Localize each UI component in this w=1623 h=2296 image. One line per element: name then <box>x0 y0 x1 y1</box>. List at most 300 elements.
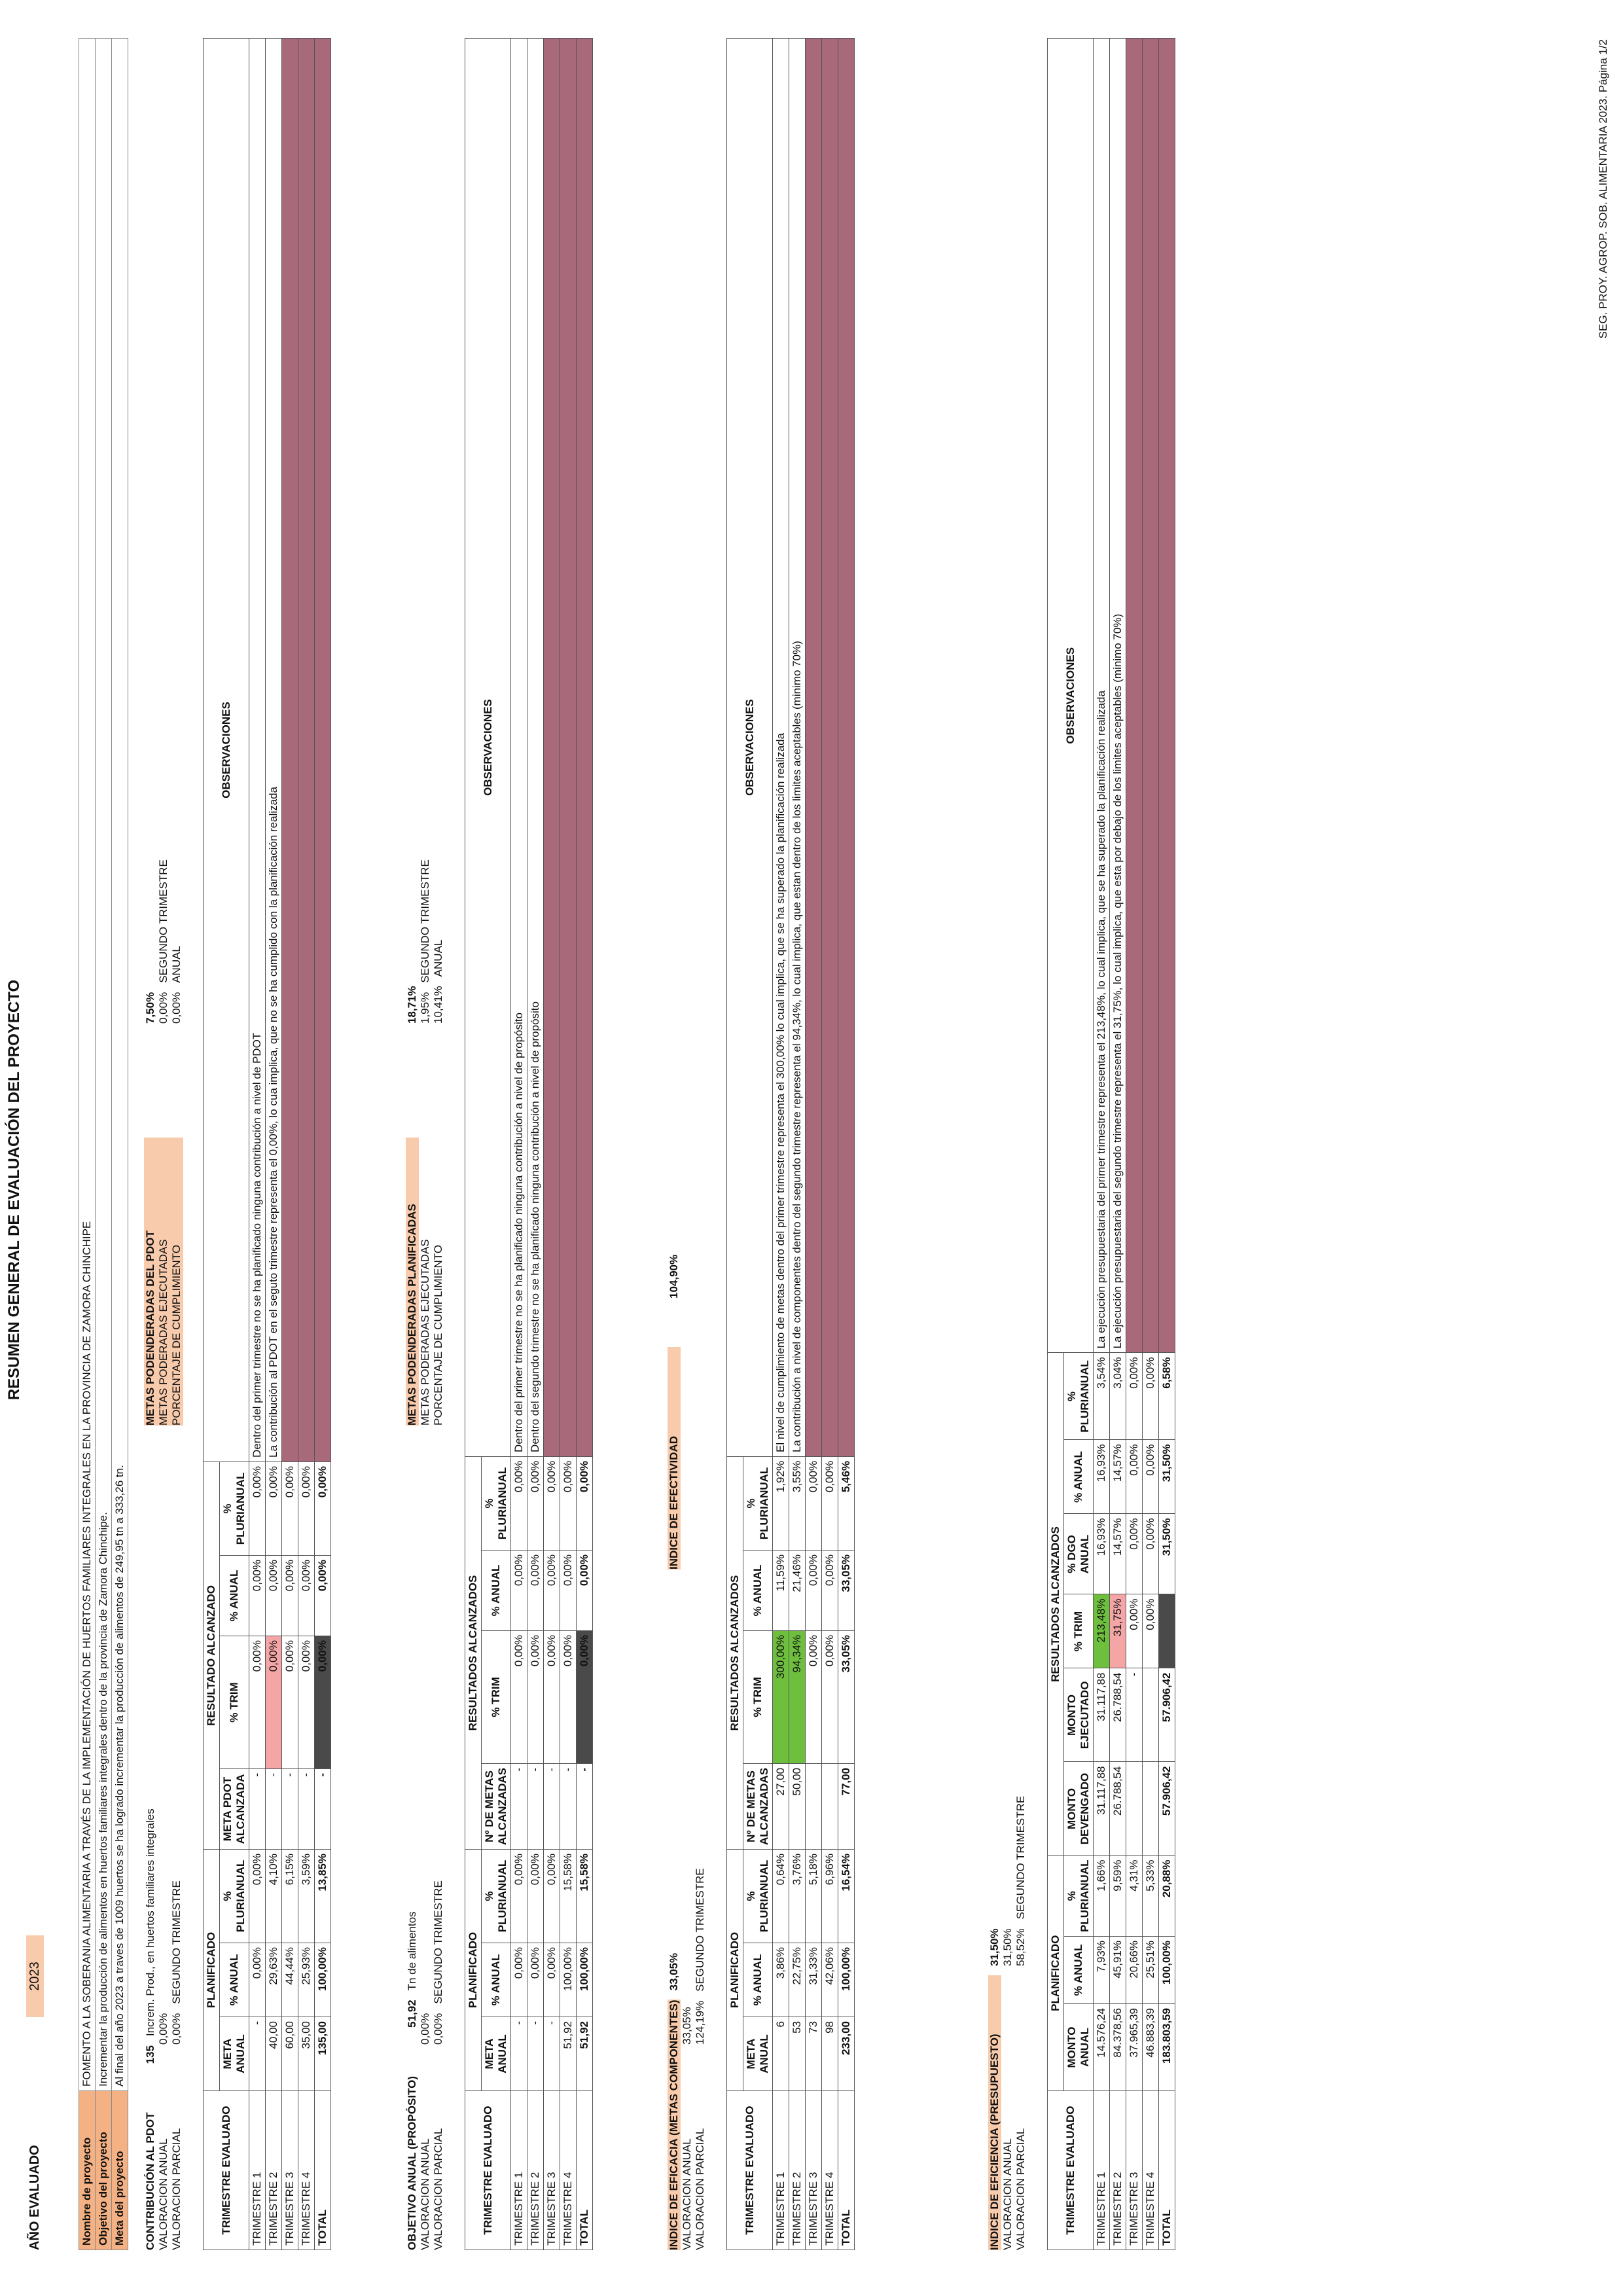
s2-r4-c3: 100,00% <box>560 1943 577 2017</box>
s4-r5-c8: 31,50% <box>1159 1514 1175 1594</box>
s1-r5-c5: - <box>315 1769 331 1850</box>
s2-r2-c7: 0,00% <box>527 1550 544 1630</box>
s3-col-plur: % PLURIANUAL <box>743 1850 773 1943</box>
s4-r3-c1: TRIMESTRE 3 <box>1126 2091 1143 2250</box>
s1-r2-c6: 0,00% <box>266 1636 282 1769</box>
table-row <box>1159 39 1175 2250</box>
s4-r3-c7: 0,00% <box>1126 1594 1143 1668</box>
s4-r4-c6 <box>1143 1668 1159 1762</box>
s2-col-anual-r: % ANUAL <box>482 1550 511 1630</box>
s2-r2-c1: TRIMESTRE 2 <box>527 2091 544 2250</box>
s4-r1-c2: 14.576,24 <box>1094 2004 1110 2091</box>
table-row <box>1126 39 1143 2250</box>
s4-r3-c2: 37.965,39 <box>1126 2004 1143 2091</box>
s4-r4-c9: 0,00% <box>1143 1440 1159 1514</box>
s3-head-value: 33,05% <box>668 1952 680 1991</box>
s2-col-obs: OBSERVACIONES <box>465 39 511 1457</box>
s2-r5-c8: 0,00% <box>577 1456 593 1550</box>
s3-val-parcial-value: 124,19% <box>694 2000 706 2045</box>
s4-r1-c11: La ejecución presupuestaria del primer trimestre representa el 213,48%, lo cual implica, que se ha superado la planificación realizada <box>1094 39 1110 1354</box>
s3-col-anual: % ANUAL <box>743 1943 773 2017</box>
s4-r2-c10: 3,04% <box>1110 1353 1126 1440</box>
s3-r2-c3: 22,75% <box>789 1943 806 2017</box>
s4-head-label: INDICE DE EFICIENCIA (PRESUPUESTO) <box>988 1975 1001 2250</box>
table-row <box>822 39 838 2250</box>
s4-r2-c6: 26.788,54 <box>1110 1668 1126 1762</box>
s1-r1-c1: TRIMESTRE 1 <box>249 2091 266 2250</box>
s3-r2-c8: 3,55% <box>789 1456 806 1550</box>
s3-r1-c9: El nivel de cumplimiento de metas dentro del primer trimestre representa el 300,00% lo cual implica, que se ha superado la planificación realizada <box>773 39 789 1457</box>
s1-r2-c9: La contribución al PDOT en el seguto trimestre representa el 0,00%, lo cua implica, que no se ha cumplido con la planificación realizada <box>266 39 282 1462</box>
s3-col-trim-pct: % TRIM <box>743 1630 773 1763</box>
s2-col-plur: % PLURIANUAL <box>482 1850 511 1943</box>
s2-cumpl-extra: ANUAL <box>432 939 444 977</box>
s3-r1-c2: 6 <box>773 2017 789 2091</box>
s2-r4-c5: - <box>560 1763 577 1849</box>
s1-head-label: CONTRIBUCIÓN AL PDOT <box>144 2112 156 2250</box>
s1-val-parcial-label: VALORACION PARCIAL <box>170 2128 183 2250</box>
s3-r4-c2: 98 <box>822 2017 838 2091</box>
table-row <box>315 39 331 2250</box>
s3-r4-c8: 0,00% <box>822 1456 838 1550</box>
project-objective-value: Incrementar la producción de alimentos en huertos familiares integrales dentro de la provincia de Zamora Chinchipe. <box>96 39 112 2091</box>
s2-r2-c6: 0,00% <box>527 1630 544 1763</box>
table-row <box>1143 39 1159 2250</box>
s1-cumpl-label: PORCENTAJE DE CUMPLIMIENTO <box>170 1138 183 1426</box>
s4-r4-c8: 0,00% <box>1143 1514 1159 1594</box>
s2-r4-c4: 15,58% <box>560 1850 577 1943</box>
s2-r5-c6: 0,00% <box>577 1630 593 1763</box>
s1-r2-c7: 0,00% <box>266 1556 282 1636</box>
s3-r1-c3: 3,86% <box>773 1943 789 2017</box>
s1-r3-c4: 6,15% <box>282 1850 298 1943</box>
s3-r5-c9 <box>838 39 855 1457</box>
s4-group-result: RESULTADOS ALCANZADOS <box>1048 1353 1064 1856</box>
s4-r5-c11 <box>1159 39 1175 1354</box>
s1-r1-c5: - <box>249 1769 266 1850</box>
s2-val-anual-label: VALORACION ANUAL <box>419 2138 431 2250</box>
s1-col-anual: % ANUAL <box>220 1943 249 2017</box>
s3-r3-c9 <box>806 39 822 1457</box>
s3-col-meta: META ANUAL <box>743 2017 773 2091</box>
s2-r5-c3: 100,00% <box>577 1943 593 2017</box>
s3-r4-c9 <box>822 39 838 1457</box>
s2-group-result: RESULTADOS ALCANZADOS <box>465 1456 482 1849</box>
s2-val-parcial-value: 0,00% <box>432 2013 444 2045</box>
s2-r3-c1: TRIMESTRE 3 <box>544 2091 560 2250</box>
s2-col-trim-pct: % TRIM <box>482 1630 511 1763</box>
s4-r5-c3: 100,00% <box>1159 1937 1175 2004</box>
s4-r4-c2: 46.883,39 <box>1143 2004 1159 2091</box>
s2-r4-c9 <box>560 39 577 1457</box>
s4-r3-c3: 20,66% <box>1126 1937 1143 2004</box>
s4-col-obs: OBSERVACIONES <box>1048 39 1094 1354</box>
s3-r5-c3: 100,00% <box>838 1943 855 2017</box>
s2-head-label: OBJETIVO ANUAL (PROPÓSITO) <box>406 2075 418 2250</box>
s4-r3-c11 <box>1126 39 1143 1354</box>
s2-r3-c9 <box>544 39 560 1457</box>
s2-val-parcial-label: VALORACION PARCIAL <box>432 2128 444 2250</box>
s3-head-label: INDICE DE EFICACIA (METAS COMPONENTES) <box>668 2000 680 2250</box>
s4-val-anual-label: VALORACION ANUAL <box>1001 2138 1014 2250</box>
s4-r4-c11 <box>1143 39 1159 1354</box>
table-row <box>544 39 560 2250</box>
s2-r5-c1: TOTAL <box>577 2091 593 2250</box>
s2-group-planned: PLANIFICADO <box>465 1850 482 2091</box>
s2-col-anual: % ANUAL <box>482 1943 511 2017</box>
s3-col-trim: TRIMESTRE EVALUADO <box>727 2091 773 2250</box>
table-row <box>789 39 806 2250</box>
s3-val-parcial-label: VALORACION PARCIAL <box>694 2128 706 2250</box>
s4-r2-c4: 9,59% <box>1110 1856 1126 1937</box>
s2-r1-c4: 0,00% <box>511 1850 527 1943</box>
s3-r5-c7: 33,05% <box>838 1550 855 1630</box>
s2-col-trim: TRIMESTRE EVALUADO <box>465 2091 511 2250</box>
s1-r4-c5: - <box>298 1769 315 1850</box>
s1-r3-c3: 44,44% <box>282 1943 298 2017</box>
s4-r5-c9: 31,50% <box>1159 1440 1175 1514</box>
year-value: 2023 <box>26 1935 44 2017</box>
s3-r5-c4: 16,54% <box>838 1850 855 1943</box>
s4-col-anual: % ANUAL <box>1064 1937 1094 2004</box>
s1-r4-c2: 35,00 <box>298 2017 315 2091</box>
s1-cumpl-value: 0,00% <box>170 992 183 1024</box>
s1-r5-c7: 0,00% <box>315 1556 331 1636</box>
s3-r1-c7: 11,59% <box>773 1550 789 1630</box>
s1-r2-c8: 0,00% <box>266 1462 282 1556</box>
s4-col-deveng: MONTO DEVENGADO <box>1064 1762 1094 1856</box>
s4-r2-c11: La ejecución presupuestaria del segundo trimestre representa el 31,75%, lo cual implica, que esta por debajo de los limites aceptables (minimo 70%) <box>1110 39 1126 1354</box>
s4-head-value: 31,50% <box>988 1928 1001 1966</box>
s3-group-result: RESULTADOS ALCANZADOS <box>727 1456 743 1849</box>
table-row <box>1094 39 1110 2250</box>
s3-r1-c5: 27,00 <box>773 1763 789 1849</box>
s1-head-unit: Increm. Prod., en huertos familiares integrales <box>144 1808 156 2037</box>
s3-r2-c6: 94,34% <box>789 1630 806 1763</box>
s1-r3-c5: - <box>282 1769 298 1850</box>
s3-table <box>726 38 855 2250</box>
s4-r3-c4: 4,31% <box>1126 1856 1143 1937</box>
s4-r1-c7: 213,48% <box>1094 1594 1110 1668</box>
s2-r4-c2: 51,92 <box>560 2017 577 2091</box>
s2-r3-c6: 0,00% <box>544 1630 560 1763</box>
s2-val-anual-value: 0,00% <box>419 2013 431 2045</box>
s2-col-meta: META ANUAL <box>482 2017 511 2091</box>
s1-r4-c9 <box>298 39 315 1462</box>
s2-r5-c2: 51,92 <box>577 2017 593 2091</box>
s4-val-anual-value: 31,50% <box>1001 1928 1014 1966</box>
s1-r3-c6: 0,00% <box>282 1636 298 1769</box>
s1-r5-c6: 0,00% <box>315 1636 331 1769</box>
s2-r5-c4: 15,58% <box>577 1850 593 1943</box>
efectividad-value: 104,90% <box>668 1254 680 1299</box>
s3-r2-c2: 53 <box>789 2017 806 2091</box>
page-title: RESUMEN GENERAL DE EVALUACIÓN DEL PROYECTO <box>5 979 23 1401</box>
s1-table <box>203 38 331 2250</box>
s1-r3-c1: TRIMESTRE 3 <box>282 2091 298 2250</box>
s1-r1-c3: 0,00% <box>249 1943 266 2017</box>
s4-r4-c1: TRIMESTRE 4 <box>1143 2091 1159 2250</box>
s3-r2-c1: TRIMESTRE 2 <box>789 2091 806 2250</box>
s3-r2-c5: 50,00 <box>789 1763 806 1849</box>
s4-r1-c6: 31.117,88 <box>1094 1668 1110 1762</box>
s2-r1-c5: - <box>511 1763 527 1849</box>
s1-r4-c1: TRIMESTRE 4 <box>298 2091 315 2250</box>
s4-r4-c3: 25,51% <box>1143 1937 1159 2004</box>
s4-r5-c4: 20,88% <box>1159 1856 1175 1937</box>
s1-col-plur-r: % PLURIANUAL <box>220 1462 249 1556</box>
s3-r3-c3: 31,33% <box>806 1943 822 2017</box>
s1-r3-c7: 0,00% <box>282 1556 298 1636</box>
project-goal-label: Meta del proyecto <box>112 2091 128 2250</box>
s2-r5-c9 <box>577 39 593 1457</box>
s1-group-planned: PLANIFICADO <box>204 1850 220 2091</box>
s2-head-unit: Tn de alimentos <box>406 1911 418 1991</box>
s2-r1-c6: 0,00% <box>511 1630 527 1763</box>
s1-r5-c1: TOTAL <box>315 2091 331 2250</box>
s2-cumpl-value: 10,41% <box>432 986 444 1024</box>
s2-r5-c5: - <box>577 1763 593 1849</box>
s1-r3-c9 <box>282 39 298 1462</box>
s3-r3-c5 <box>806 1763 822 1849</box>
table-row <box>806 39 822 2250</box>
s2-r4-c8: 0,00% <box>560 1456 577 1550</box>
s2-r2-c9: Dentro del segundo trimestre no se ha planificado ninguna contribución a nivel de propósito <box>527 39 544 1457</box>
s4-val-parcial-value: 58,52% <box>1014 1928 1027 1966</box>
s4-r2-c2: 84.378,56 <box>1110 2004 1126 2091</box>
s3-r4-c6: 0,00% <box>822 1630 838 1763</box>
s1-group-result: RESULTADO ALCANZADO <box>204 1462 220 1850</box>
s4-col-anual-r: % ANUAL <box>1064 1440 1094 1514</box>
table-row <box>282 39 298 2250</box>
s3-r4-c1: TRIMESTRE 4 <box>822 2091 838 2250</box>
s4-r3-c9: 0,00% <box>1126 1440 1143 1514</box>
s1-cumpl-extra: ANUAL <box>170 946 183 983</box>
year-label: AÑO EVALUADO <box>27 2145 42 2250</box>
s2-col-plur-r: % PLURIANUAL <box>482 1456 511 1550</box>
s1-r1-c7: 0,00% <box>249 1556 266 1636</box>
s1-col-obs: OBSERVACIONES <box>204 39 249 1462</box>
s4-r3-c8: 0,00% <box>1126 1514 1143 1594</box>
table-row <box>249 39 266 2250</box>
project-objective-label: Objetivo del proyecto <box>96 2091 112 2250</box>
s2-r1-c8: 0,00% <box>511 1456 527 1550</box>
s1-ejec-extra: SEGUNDO TRIMESTRE <box>157 859 169 983</box>
s2-r2-c2: - <box>527 2017 544 2091</box>
s2-right-label: METAS PODENDERADAS PLANIFICADAS <box>406 1138 419 1426</box>
s1-ejec-label: METAS PODERADAS EJECUTADAS <box>157 1138 170 1426</box>
s4-r2-c9: 14,57% <box>1110 1440 1126 1514</box>
project-name-value: FOMENTO A LA SOBERANIA ALIMENTARIA A TRAVÉS DE LA IMPLEMENTACIÓN DE HUERTOS FAMILIARES INTEGRALES EN LA PROVINCIA DE ZAMORA CHINCHIPE <box>79 39 96 2091</box>
s2-r3-c3: 0,00% <box>544 1943 560 2017</box>
s3-r1-c6: 300,00% <box>773 1630 789 1763</box>
table-row <box>560 39 577 2250</box>
s4-r4-c7: 0,00% <box>1143 1594 1159 1668</box>
s4-r1-c9: 16,93% <box>1094 1440 1110 1514</box>
s4-val-parcial-label: VALORACION PARCIAL <box>1014 2128 1027 2250</box>
s2-r2-c4: 0,00% <box>527 1850 544 1943</box>
s2-cumpl-label: PORCENTAJE DE CUMPLIMIENTO <box>432 1244 444 1426</box>
s2-r3-c5: - <box>544 1763 560 1849</box>
s4-val-parcial-extra: SEGUNDO TRIMESTRE <box>1014 1795 1027 1920</box>
s4-col-ejec: MONTO EJECUTADO <box>1064 1668 1094 1762</box>
s4-r3-c5 <box>1126 1762 1143 1856</box>
s4-r3-c6: - <box>1126 1668 1143 1762</box>
s4-table <box>1047 38 1175 2250</box>
s1-r5-c8: 0,00% <box>315 1462 331 1556</box>
table-row <box>838 39 855 2250</box>
s3-r2-c4: 3,76% <box>789 1850 806 1943</box>
project-goal-value: Al final del año 2023 a traves de 1009 huertos se ha logrado incrementar la producción de alimentos de 249,95 tn a 333,26 tn. <box>112 39 128 2091</box>
s2-r3-c7: 0,00% <box>544 1550 560 1630</box>
s3-r1-c8: 1,92% <box>773 1456 789 1550</box>
s3-r5-c6: 33,05% <box>838 1630 855 1763</box>
s2-r3-c4: 0,00% <box>544 1850 560 1943</box>
s3-r5-c8: 5,46% <box>838 1456 855 1550</box>
s2-ejec-value: 1,95% <box>419 992 431 1024</box>
s3-r5-c5: 77,00 <box>838 1763 855 1849</box>
s4-r2-c3: 45,91% <box>1110 1937 1126 2004</box>
s4-r5-c6: 57.906,42 <box>1159 1668 1175 1762</box>
s4-col-trim: TRIMESTRE EVALUADO <box>1048 2091 1094 2250</box>
s3-r2-c7: 21,46% <box>789 1550 806 1630</box>
s1-r1-c4: 0,00% <box>249 1850 266 1943</box>
s1-r4-c3: 25,93% <box>298 1943 315 2017</box>
s2-ejec-extra: SEGUNDO TRIMESTRE <box>419 859 431 983</box>
s4-r5-c10: 6,58% <box>1159 1353 1175 1440</box>
s2-r4-c7: 0,00% <box>560 1550 577 1630</box>
s1-col-anual-r: % ANUAL <box>220 1556 249 1636</box>
s2-col-alc: Nº DE METAS ALCANZADAS <box>482 1763 511 1849</box>
s2-r1-c7: 0,00% <box>511 1550 527 1630</box>
s4-group-planned: PLANIFICADO <box>1048 1856 1064 2091</box>
s2-val-parcial-extra: SEGUNDO TRIMESTRE <box>432 1880 444 2004</box>
s1-head-value: 135 <box>144 2045 156 2064</box>
s1-r5-c3: 100,00% <box>315 1943 331 2017</box>
s4-col-plur: % PLURIANUAL <box>1064 1856 1094 1937</box>
s1-val-anual-value: 0,00% <box>157 2013 169 2045</box>
s1-ejec-value: 0,00% <box>157 992 169 1024</box>
s1-r2-c4: 4,10% <box>266 1850 282 1943</box>
s3-r3-c2: 73 <box>806 2017 822 2091</box>
s3-group-planned: PLANIFICADO <box>727 1850 743 2091</box>
s4-r1-c10: 3,54% <box>1094 1353 1110 1440</box>
s2-head-value: 51,92 <box>406 2000 418 2028</box>
s3-r1-c1: TRIMESTRE 1 <box>773 2091 789 2250</box>
page-footer: SEG. PROY. AGROP. SOB. ALIMENTARIA 2023. Página 1/2 <box>1597 39 1609 339</box>
s4-r1-c1: TRIMESTRE 1 <box>1094 2091 1110 2250</box>
s1-col-meta: META ANUAL <box>220 2017 249 2091</box>
s4-col-monto: MONTO ANUAL <box>1064 2004 1094 2091</box>
s2-ejec-label: METAS PODERADAS EJECUTADAS <box>419 1239 431 1426</box>
s1-r3-c2: 60,00 <box>282 2017 298 2091</box>
s1-r4-c7: 0,00% <box>298 1556 315 1636</box>
s3-col-alc: Nº DE METAS ALCANZADAS <box>743 1763 773 1849</box>
s1-r5-c4: 13,85% <box>315 1850 331 1943</box>
s4-r2-c1: TRIMESTRE 2 <box>1110 2091 1126 2250</box>
s4-r5-c7 <box>1159 1594 1175 1668</box>
s2-r2-c5: - <box>527 1763 544 1849</box>
s3-r3-c7: 0,00% <box>806 1550 822 1630</box>
s3-col-obs: OBSERVACIONES <box>727 39 773 1457</box>
table-row <box>298 39 315 2250</box>
s3-r3-c6: 0,00% <box>806 1630 822 1763</box>
s4-r5-c2: 183.803,59 <box>1159 2004 1175 2091</box>
s3-val-parcial-extra: SEGUNDO TRIMESTRE <box>694 1868 706 1992</box>
s1-r4-c6: 0,00% <box>298 1636 315 1769</box>
s2-r1-c1: TRIMESTRE 1 <box>511 2091 527 2250</box>
s1-r2-c2: 40,00 <box>266 2017 282 2091</box>
s2-r2-c3: 0,00% <box>527 1943 544 2017</box>
s1-col-trim: TRIMESTRE EVALUADO <box>204 2091 249 2250</box>
s3-r1-c4: 0,64% <box>773 1850 789 1943</box>
s1-col-plur: % PLURIANUAL <box>220 1850 249 1943</box>
s1-r2-c1: TRIMESTRE 2 <box>266 2091 282 2250</box>
s1-r1-c6: 0,00% <box>249 1636 266 1769</box>
s2-r4-c6: 0,00% <box>560 1630 577 1763</box>
s1-r1-c2: - <box>249 2017 266 2091</box>
s1-col-alc: META PDOT ALCANZADA <box>220 1769 249 1850</box>
table-row <box>266 39 282 2250</box>
s2-r3-c8: 0,00% <box>544 1456 560 1550</box>
year-row <box>26 1935 44 2250</box>
efectividad-label: INDICE DE EFECTIVIDAD <box>668 1347 681 1570</box>
s1-val-parcial-extra: SEGUNDO TRIMESTRE <box>170 1880 183 2004</box>
table-row <box>511 39 527 2250</box>
s3-r4-c4: 6,96% <box>822 1850 838 1943</box>
s3-r5-c1: TOTAL <box>838 2091 855 2250</box>
s3-r4-c5 <box>822 1763 838 1849</box>
s1-val-anual-label: VALORACION ANUAL <box>157 2138 169 2250</box>
s4-r2-c7: 31,75% <box>1110 1594 1126 1668</box>
s2-r4-c1: TRIMESTRE 4 <box>560 2091 577 2250</box>
s3-r4-c3: 42,06% <box>822 1943 838 2017</box>
s4-r1-c3: 7,93% <box>1094 1937 1110 2004</box>
s4-r4-c4: 5,33% <box>1143 1856 1159 1937</box>
s2-r1-c3: 0,00% <box>511 1943 527 2017</box>
s4-r2-c8: 14,57% <box>1110 1514 1126 1594</box>
s4-r3-c10: 0,00% <box>1126 1353 1143 1440</box>
s4-r1-c8: 16,93% <box>1094 1514 1110 1594</box>
s3-r5-c2: 233,00 <box>838 2017 855 2091</box>
s1-r1-c8: 0,00% <box>249 1462 266 1556</box>
table-row <box>577 39 593 2250</box>
s1-r2-c5: - <box>266 1769 282 1850</box>
s4-r1-c4: 1,66% <box>1094 1856 1110 1937</box>
s3-val-anual-value: 33,05% <box>681 2007 693 2045</box>
s1-val-parcial-value: 0,00% <box>170 2013 183 2045</box>
s3-val-anual-label: VALORACION ANUAL <box>681 2138 693 2250</box>
s4-r4-c5 <box>1143 1762 1159 1856</box>
s4-r5-c1: TOTAL <box>1159 2091 1175 2250</box>
s2-table <box>465 38 593 2250</box>
table-row <box>1110 39 1126 2250</box>
project-info-table <box>79 38 128 2250</box>
s1-right-value: 7,50% <box>144 992 156 1024</box>
s2-r5-c7: 0,00% <box>577 1550 593 1630</box>
s4-col-plur-r: % PLURIANUAL <box>1064 1353 1094 1440</box>
s3-col-plur-r: % PLURIANUAL <box>743 1456 773 1550</box>
s2-right-value: 18,71% <box>406 986 418 1024</box>
s3-r4-c7: 0,00% <box>822 1550 838 1630</box>
s3-r3-c1: TRIMESTRE 3 <box>806 2091 822 2250</box>
table-row <box>527 39 544 2250</box>
s4-r4-c10: 0,00% <box>1143 1353 1159 1440</box>
s1-r2-c3: 29,63% <box>266 1943 282 2017</box>
s2-r1-c2: - <box>511 2017 527 2091</box>
s1-r3-c8: 0,00% <box>282 1462 298 1556</box>
s3-col-anual-r: % ANUAL <box>743 1550 773 1630</box>
